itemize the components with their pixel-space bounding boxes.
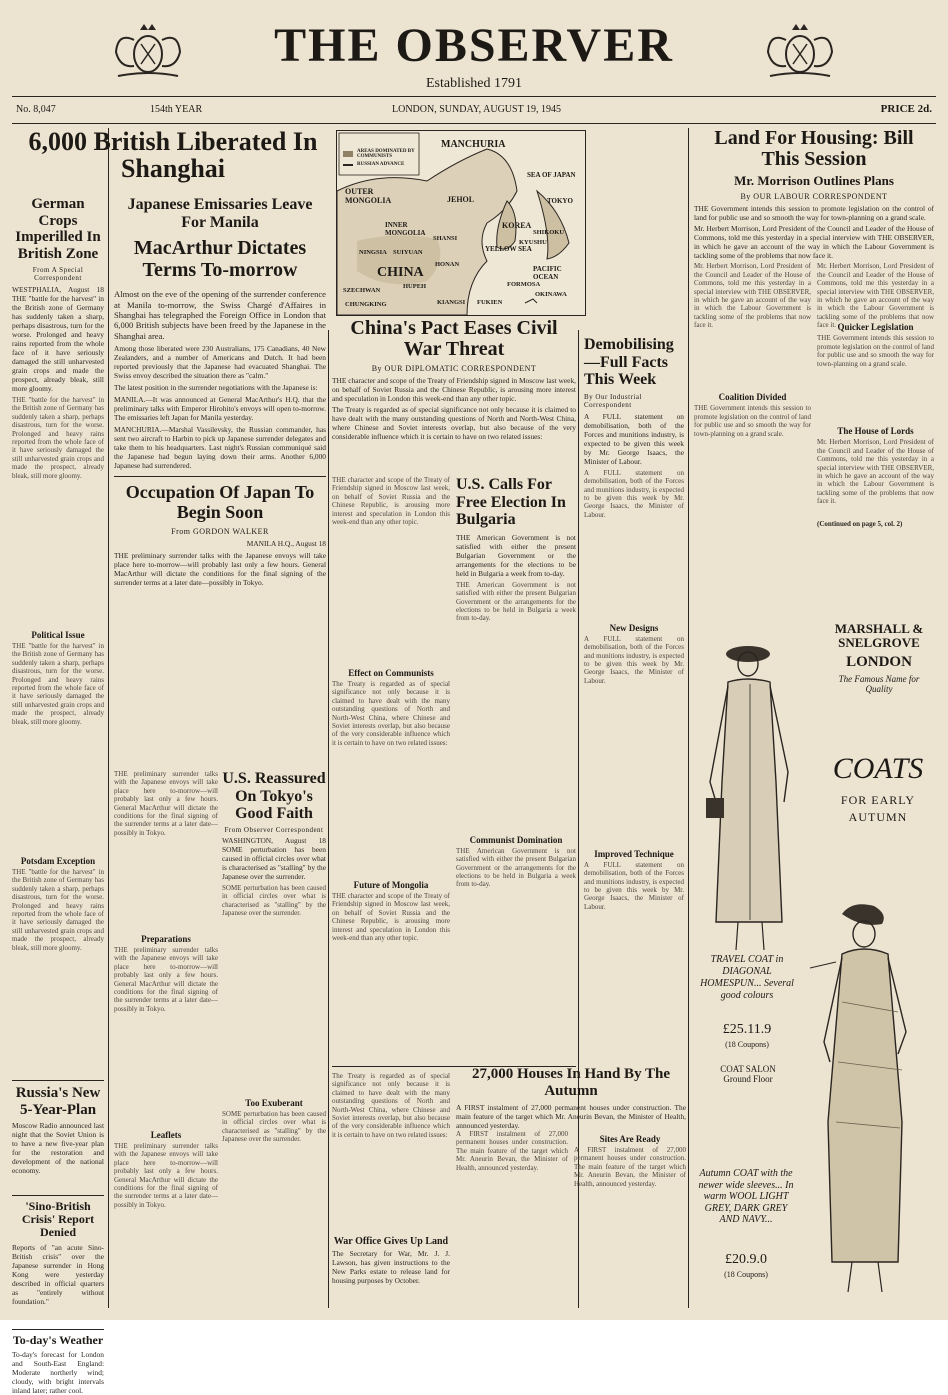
- lead-paragraph-5: MANCHURIA.—Marshal Vassilevsky, the Russian commander, has sent two aircraft to Harbin to pick up Japanese surrender delegates and take them to his headquarters. Last night's Russian communiqué said the Japanese had begun laying down their arms. Another 6,000 Japanese had surrendered.: [114, 425, 326, 471]
- reassured-body-text: SOME perturbation has been caused in official circles over what is characterised as "stalling" by the Japanese over the surrender.: [222, 883, 326, 917]
- housing-headline: Land For Housing: Bill This Session: [714, 127, 914, 170]
- map-label-manchuria: MANCHURIA: [441, 139, 506, 150]
- china-pact-paragraph-2: The Treaty is regarded as of special significance not only because it is claimed to have dealt with the many outstanding questions of North and North-West China, where Chinese and Soviet interests overlap, but also because of the very considerable influence which it is certain to have on two related issues:: [332, 405, 576, 441]
- houses-subhead: Sites Are Ready: [599, 1134, 661, 1144]
- housing-body-text: Mr. Herbert Morrison, Lord President of the Council and Leader of the House of Commons, told me this yesterday in a special interview with THE OBSERVER, in which he gave an account of the way in which the Labour Government is tackling some of the problems that now face it.: [694, 262, 811, 330]
- demob-byline: By Our Industrial Correspondent: [584, 392, 642, 409]
- lead-headline: 6,000 British Liberated In Shanghai: [28, 127, 318, 184]
- housing-subhead: Coalition Divided: [718, 392, 787, 403]
- demob-body-text: A FULL statement on demobilisation, both of the Forces and munitions industry, is expected to be given this week by Mr. George Isaacs, the Minister of Labour.: [584, 468, 684, 519]
- map-label-kiangsi: KIANGSI: [437, 299, 466, 306]
- royal-crest-right-icon: [760, 22, 840, 82]
- houses-body-text-2: A FIRST instalment of 27,000 permanent houses under construction. The main feature of the target which Mr. Aneurin Bevan, the Minister of Health, announced yesterday.: [574, 1146, 686, 1188]
- map-label-china: CHINA: [377, 265, 424, 280]
- dateline-bar: [12, 96, 936, 124]
- map-label-pacific-ocean: PACIFIC OCEAN: [533, 265, 562, 281]
- demob-body-text-3: A FULL statement on demobilisation, both of the Forces and munitions industry, is expected to be given this week by Mr. George Isaacs, the Minister of Labour.: [584, 860, 684, 911]
- demob-body-text-2: A FULL statement on demobilisation, both of the Forces and munitions industry, is expected to be given this week by Mr. George Isaacs, the Minister of Labour.: [584, 634, 684, 685]
- houses-body-text: A FIRST instalment of 27,000 permanent houses under construction. The main feature of the target which Mr. Aneurin Bevan, the Minister of Health, announced yesterday.: [456, 1130, 568, 1172]
- china-pact-intro: THE character and scope of the Treaty of Friendship signed in Moscow last week, on behalf of Soviet Russia and the Chinese Republic, is arousing more interest and speculation in London this week-end than any other topic.: [332, 376, 576, 403]
- bulgaria-body-text: THE American Government is not satisfied with either the present Bulgarian Government or the arrangements for the elections to be held in Bulgaria a week from to-day.: [456, 580, 576, 623]
- houses-intro: A FIRST instalment of 27,000 permanent houses under construction. The main feature of the target which Mr. Aneurin Bevan, the Minister of Health, announced yesterday.: [456, 1103, 686, 1130]
- column-rule: [688, 128, 689, 1308]
- war-office-article: [332, 1072, 450, 1306]
- map-label-suiyuan: SUIYUAN: [393, 249, 423, 256]
- housing-intro: THE Government intends this session to promote legislation on the control of land for public use and so smooth the way for town-planning on a grand scale.: [694, 204, 934, 223]
- map-label-inner-mongolia: INNER MONGOLIA: [385, 221, 426, 237]
- ad-city: LONDON: [846, 654, 912, 670]
- war-office-text: The Secretary for War, Mr. J. J. Lawson, has given instructions to the New Parks estate to release land for housing purposes by October.: [332, 1249, 450, 1285]
- housing-subhead-3: The House of Lords: [837, 426, 914, 437]
- map-label-kyushu: KYUSHU: [519, 239, 547, 246]
- war-office-lead-text: The Treaty is regarded as of special significance not only because it is claimed to have dealt with the many outstanding questions of North and North-West China, where Chinese and Soviet interests overlap, but also because of the very considerable influence which it is certain to have on two related issues:: [332, 1072, 450, 1139]
- lead-deck-2: MacArthur Dictates Terms To-morrow: [133, 237, 307, 282]
- map-label-shikoku: SHIKOKU: [533, 229, 565, 236]
- map-label-ningsia: NINGSIA: [359, 249, 387, 256]
- occupation-dateline: MANILA H.Q., August 18: [246, 538, 326, 548]
- housing-paragraph-2: Mr. Herbert Morrison, Lord President of the Council and Leader of the House of Commons, told me this yesterday in a special interview with THE OBSERVER, in which he gave an account of the way in which the Labour Government is tackling some of the problems that now face it.: [694, 224, 934, 261]
- russia-text: Moscow Radio announced last night that the Soviet Union is to have a new five-year plan for the restoration and development of the national economy.: [12, 1121, 104, 1175]
- map-label-honan: HONAN: [435, 261, 460, 268]
- reassured-dateline: WASHINGTON, August 18: [222, 835, 326, 845]
- map-label-outer-mongolia: OUTER MONGOLIA: [345, 187, 392, 205]
- china-pact-header: [332, 318, 576, 441]
- column-rule: [108, 128, 109, 1308]
- issue-number: No. 8,047: [16, 104, 56, 115]
- houses-headline: 27,000 Houses In Hand By The Autumn: [471, 1066, 671, 1099]
- lead-deck-1: Japanese Emissaries Leave For Manila: [127, 196, 313, 231]
- ad-travel-coat: TRAVEL COAT in DIAGONAL HOMESPUN... Several good colours: [700, 954, 794, 1001]
- map-legend-communists: AREAS DOMINATED BY COMMUNISTS: [357, 149, 415, 159]
- map-legend-russian-advance: RUSSIAN ADVANCE: [357, 162, 405, 167]
- occupation-headline: Occupation Of Japan To Begin Soon: [125, 482, 315, 523]
- marshall-snelgrove-advertisement: [692, 602, 936, 1304]
- china-pact-subhead-2: Future of Mongolia: [353, 880, 429, 890]
- occupation-intro: THE preliminary surrender talks with the Japanese envoys will take place here to-morrow—will probably last only a few hours. General MacArthur will dictate the conditions for the final signing of the surrender terms at a later date—possibly in Tokyo.: [114, 550, 326, 587]
- bulgaria-subhead: Communist Domination: [469, 834, 563, 845]
- map-label-shansi: SHANSI: [433, 235, 458, 242]
- price: PRICE 2d.: [880, 103, 932, 115]
- weather-text: To-day's forecast for London and South-East England: Moderate northerly wind; cloudy, with bright intervals inland later; rather cool.: [12, 1349, 104, 1395]
- sino-text: Reports of "an acute Sino-British crisis" over the Japanese surrender in Hong Kong were yesterday described in official quarters as "entirely without foundation.": [12, 1242, 104, 1306]
- map-label-fukien: FUKIEN: [477, 299, 503, 306]
- china-pact-byline: By OUR DIPLOMATIC CORRESPONDENT: [371, 364, 537, 373]
- housing-continued: (Continued on page 5, col. 2): [817, 520, 903, 529]
- bulgaria-intro: THE American Government is not satisfied with either the present Bulgarian Government or the arrangements for the elections to be held in Bulgaria a week from to-day.: [456, 532, 576, 578]
- housing-deck: Mr. Morrison Outlines Plans: [734, 173, 894, 188]
- housing-body-text-2: THE Government intends this session to promote legislation on the control of land for public use and so smooth the way for town-planning on a grand scale.: [694, 404, 811, 438]
- demob-subhead-2: Improved Technique: [594, 848, 674, 859]
- ad-coats-sub: FOR EARLY AUTUMN: [840, 793, 916, 824]
- crops-headline: German Crops Imperilled In British Zone: [15, 196, 101, 262]
- lead-paragraph-4: MANILA.—It was announced at General MacArthur's H.Q. that the preliminary talks with Emperor Hirohito's envoys will open to-morrow. The emissaries left Japan for Manila yesterday.: [114, 395, 326, 423]
- china-pact-subhead: Effect on Communists: [348, 668, 434, 678]
- crops-byline: From A Special Correspondent: [32, 266, 84, 282]
- housing-body-text-4: THE Government intends this session to promote legislation on the control of land for public use and so smooth the way for town-planning on a grand scale.: [817, 334, 934, 368]
- map-label-sea-of-japan: SEA OF JAPAN: [527, 171, 576, 179]
- crops-body-text: THE "battle for the harvest" in the British zone of Germany has suddenly taken a sharp, perhaps disastrous, turn for the worse. Prolonged and heavy rains reported from the whole face of it have seriously damaged the still unharvested grain crops and made the prospect, already bleak, still more gloomy.: [12, 396, 104, 480]
- china-pact-headline: China's Pact Eases Civil War Threat: [350, 317, 558, 360]
- map-label-okinawa: OKINAWA: [535, 291, 567, 298]
- ad-store-name: MARSHALL & SNELGROVE: [834, 621, 924, 651]
- ad-coat-salon: COAT SALON Ground Floor: [720, 1064, 776, 1084]
- reassured-byline: From Observer Correspondent: [224, 825, 324, 834]
- map-label-chungking: CHUNGKING: [345, 301, 387, 308]
- demob-headline: Demobilising —Full Facts This Week: [584, 336, 674, 389]
- bulgaria-body-text-2: THE American Government is not satisfied with either the present Bulgarian Government or the arrangements for the elections to be held in Bulgaria a week from to-day.: [456, 846, 576, 889]
- crops-body-text-2: THE "battle for the harvest" in the British zone of Germany has suddenly taken a sharp, perhaps disastrous, turn for the worse. Prolonged and heavy rains reported from the whole face of it have seriously damaged the still unharvested grain crops and made the prospect, already bleak, still more gloomy.: [12, 642, 104, 726]
- ad-travel-coupons: (18 Coupons): [725, 1040, 769, 1049]
- bulgaria-headline: U.S. Calls For Free Election In Bulgaria: [456, 476, 566, 529]
- occupation-subhead: Preparations: [141, 934, 191, 944]
- map-label-yellow-sea: YELLOW SEA: [485, 245, 532, 253]
- ad-travel-price: £25.11.9: [722, 1022, 772, 1037]
- bulgaria-article: [456, 476, 576, 1060]
- crops-subhead: Political Issue: [31, 630, 85, 640]
- ad-autumn-coupons: (18 Coupons): [724, 1270, 768, 1279]
- china-pact-body-text-2: The Treaty is regarded as of special significance not only because it is claimed to have dealt with the many outstanding questions of North and North-West China, where Chinese and Soviet interests overlap, but also because of the very considerable influence which it is certain to have on two related issues:: [332, 680, 450, 747]
- crops-intro: THE "battle for the harvest" in the British zone of Germany has suddenly taken a sharp, perhaps disastrous, turn for the worse. Prolonged and heavy rains reported from the whole face of it have seriously damaged the still unharvested grain crops and made the prospect, already bleak, still more gloomy.: [12, 294, 104, 393]
- housing-byline: By OUR LABOUR CORRESPONDENT: [740, 192, 888, 202]
- crops-article: [12, 196, 104, 1395]
- weather-headline: To-day's Weather: [12, 1332, 104, 1347]
- housing-body-text-3: Mr. Herbert Morrison, Lord President of the Council and Leader of the House of Commons, told me this yesterday in a special interview with THE OBSERVER, in which he gave an account of the way in which the Labour Government is tackling some of the problems that now face it.: [817, 262, 934, 330]
- reassured-intro: SOME perturbation has been caused in official circles over what is characterised as "stalling" by the Japanese over the surrender.: [222, 844, 326, 881]
- ad-autumn-coat: Autumn COAT with the newer wide sleeves... In warm WOOL LIGHT GREY, DARK GREY AND NAVY...: [698, 1168, 794, 1225]
- ad-tagline: The Famous Name for Quality: [838, 674, 920, 694]
- ad-autumn-price: £20.9.0: [725, 1252, 767, 1267]
- crops-subhead-2: Potsdam Exception: [20, 856, 96, 866]
- housing-subhead-2: Quicker Legislation: [837, 322, 914, 333]
- reassured-subhead: Too Exuberant: [245, 1097, 303, 1108]
- map-label-hupeh: HUPEH: [403, 283, 427, 290]
- china-pact-body: [332, 476, 450, 1060]
- occupation-body-text-3: THE preliminary surrender talks with the Japanese envoys will take place here to-morrow—will probably last only a few hours. General MacArthur will dictate the conditions for the final signing of the surrender terms at a later date—possibly in Tokyo.: [114, 1142, 218, 1209]
- demob-subhead: New Designs: [609, 622, 659, 633]
- demob-intro: A FULL statement on demobilisation, both of the Forces and munitions industry, is expected to be given this week by Mr. George Isaacs, the Minister of Labour.: [584, 411, 684, 466]
- china-pact-body-text-3: THE character and scope of the Treaty of Friendship signed in Moscow last week, on behalf of Soviet Russia and the Chinese Republic, is arousing more interest and speculation in London this week-end than any other topic.: [332, 892, 450, 943]
- reassured-body-text-2: SOME perturbation has been caused in official circles over what is characterised as "stalling" by the Japanese over the surrender.: [222, 1109, 326, 1143]
- issue-date: LONDON, SUNDAY, AUGUST 19, 1945: [392, 104, 562, 115]
- housing-article: [694, 128, 934, 598]
- housing-body-text-5: Mr. Herbert Morrison, Lord President of the Council and Leader of the House of Commons, told me this yesterday in a special interview with THE OBSERVER, in which he gave an account of the way in which the Labour Government is tackling some of the problems that now face it.: [817, 438, 934, 506]
- lead-paragraph-2: Among those liberated were 230 Australians, 175 Canadians, 40 New Zealanders, and a number of Americans and Dutch. It had been reported previously that the Japanese had evacuated Shanghai. The Swiss envoy described the situation there as "calm.": [114, 344, 326, 381]
- occupation-body-text: THE preliminary surrender talks with the Japanese envoys will take place here to-morrow—will probably last only a few hours. General MacArthur will dictate the conditions for the final signing of the surrender terms at a later date—possibly in Tokyo.: [114, 770, 218, 837]
- occupation-byline: From GORDON WALKER: [171, 526, 269, 536]
- occupation-article-body: [114, 770, 218, 1300]
- houses-article: [456, 1066, 686, 1306]
- east-asia-map: [336, 130, 586, 316]
- ad-coats: COATS: [832, 752, 924, 785]
- demob-article: [584, 336, 684, 1058]
- column-rule: [328, 330, 329, 1308]
- masthead-title: THE OBSERVER: [274, 19, 674, 72]
- russia-headline: Russia's New 5-Year-Plan: [15, 1085, 101, 1118]
- map-label-tokyo: TOKYO: [547, 197, 573, 205]
- occupation-body-text-2: THE preliminary surrender talks with the Japanese envoys will take place here to-morrow—will probably last only a few hours. General MacArthur will dictate the conditions for the final signing of the surrender terms at a later date—possibly in Tokyo.: [114, 946, 218, 1013]
- lead-paragraph-3: The latest position in the surrender negotiations with the Japanese is:: [114, 383, 318, 393]
- map-label-korea: KOREA: [502, 221, 532, 230]
- sino-headline: 'Sino-British Crisis' Report Denied: [21, 1199, 95, 1240]
- lead-intro: Almost on the eve of the opening of the surrender conference at Manila to-morrow, the Swiss Chargé d'Affaires in Shanghai has telegraphed the Foreign Office in London that 6,000 British subjects have been freed by the Japanese in the Shanghai area.: [114, 289, 326, 341]
- map-label-jehol: JEHOL: [447, 195, 475, 204]
- china-pact-body-text: THE character and scope of the Treaty of Friendship signed in Moscow last week, on behalf of Soviet Russia and the Chinese Republic, is arousing more interest and speculation in London this week-end than any other topic.: [332, 476, 450, 527]
- crops-body-text-3: THE "battle for the harvest" in the British zone of Germany has suddenly taken a sharp, perhaps disastrous, turn for the worse. Prolonged and heavy rains reported from the whole face of it have seriously damaged the still unharvested grain crops and made the prospect, already bleak, still more gloomy.: [12, 868, 104, 952]
- reassured-headline: U.S. Reassured On Tokyo's Good Faith: [222, 770, 326, 823]
- occupation-subhead-2: Leaflets: [150, 1130, 182, 1140]
- volume-year: 154th YEAR: [150, 104, 203, 115]
- crops-dateline: WESTPHALIA, August 18: [12, 285, 104, 294]
- established-line: Established 1791: [425, 76, 523, 91]
- royal-crest-left-icon: [108, 22, 188, 82]
- map-label-szechwan: SZECHWAN: [343, 287, 381, 294]
- war-office-headline: War Office Gives Up Land: [333, 1236, 449, 1247]
- map-label-formosa: FORMOSA: [507, 281, 541, 288]
- reassured-article: [222, 770, 326, 1300]
